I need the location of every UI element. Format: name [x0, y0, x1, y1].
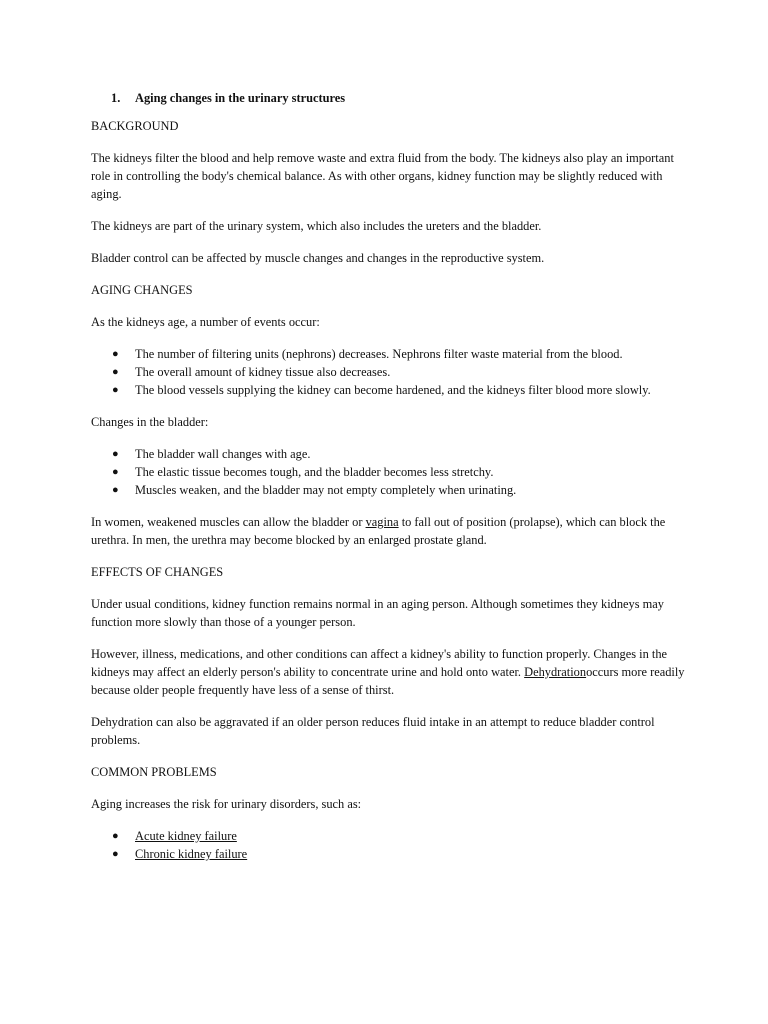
- effects-paragraph-3: Dehydration can also be aggravated if an older person reduces fluid intake in an attempt to reduce bladder control problems.: [91, 715, 655, 747]
- list-item-text: The number of filtering units (nephrons) decreases. Nephrons filter waste material from the blood.: [135, 347, 623, 361]
- list-item-text: The bladder wall changes with age.: [135, 447, 311, 461]
- list-item-text: The blood vessels supplying the kidney can become hardened, and the kidneys filter blood more slowly.: [135, 383, 651, 397]
- bladder-changes-intro: Changes in the bladder:: [91, 415, 209, 429]
- common-problems-intro: Aging increases the risk for urinary disorders, such as:: [91, 797, 362, 811]
- background-paragraph-3: Bladder control can be affected by muscle changes and changes in the reproductive system.: [91, 251, 545, 265]
- list-item: [91, 481, 691, 499]
- background-paragraph-2: The kidneys are part of the urinary system, which also includes the ureters and the bladder.: [91, 219, 542, 233]
- paragraph-text: However, illness, medications, and other conditions can affect a kidney's ability to function properly. Changes in the kidneys may affect an elderly person's ability to concentrate urine and hold onto water.: [91, 647, 668, 679]
- section-title-background: BACKGROUND: [91, 119, 179, 133]
- acute-kidney-failure-link[interactable]: Acute kidney failure: [135, 829, 237, 843]
- bullet-icon: ●: [112, 366, 119, 378]
- chronic-kidney-failure-link[interactable]: Chronic kidney failure: [135, 847, 248, 861]
- dehydration-link[interactable]: Dehydration: [524, 665, 587, 679]
- paragraph-text: In women, weakened muscles can allow the bladder or: [91, 515, 366, 529]
- list-item-text: Muscles weaken, and the bladder may not empty completely when urinating.: [135, 483, 517, 497]
- bullet-icon: ●: [112, 348, 119, 360]
- heading-number: 1.: [111, 91, 121, 105]
- aging-changes-intro: As the kidneys age, a number of events occur:: [91, 315, 320, 329]
- bullet-icon: ●: [112, 448, 119, 460]
- section-title-aging-changes: AGING CHANGES: [91, 283, 193, 297]
- vagina-link[interactable]: vagina: [365, 515, 399, 529]
- women-men-paragraph: [91, 513, 691, 549]
- background-paragraph-1: The kidneys filter the blood and help remove waste and extra fluid from the body. The kidneys also play an important role in controlling the body's chemical balance. As with other organs, kidney function may be slightly reduced with aging.: [91, 151, 674, 201]
- list-item: [91, 381, 691, 399]
- effects-paragraph-1: Under usual conditions, kidney function remains normal in an aging person. Although sometimes they kidneys may function more slowly than those of a younger person.: [91, 597, 664, 629]
- section-title-effects: EFFECTS OF CHANGES: [91, 565, 224, 579]
- list-item: [91, 845, 691, 863]
- list-item: [91, 345, 691, 363]
- list-item-text: The overall amount of kidney tissue also decreases.: [135, 365, 391, 379]
- bladder-changes-list: [91, 445, 691, 499]
- urinary-disorders-list: [91, 827, 691, 863]
- document-heading: [111, 89, 691, 107]
- paragraph-text: occurs more readily because older people frequently have less of a sense of thirst.: [91, 665, 685, 697]
- bullet-icon: ●: [112, 466, 119, 478]
- bullet-icon: ●: [112, 484, 119, 496]
- list-item: [91, 463, 691, 481]
- list-item: [91, 445, 691, 463]
- list-item: [91, 827, 691, 845]
- list-item: [91, 363, 691, 381]
- paragraph-text: to fall out of position (prolapse), which can block the urethra. In men, the urethra may become blocked by an enlarged prostate gland.: [91, 515, 666, 547]
- kidney-changes-list: [91, 345, 691, 399]
- bullet-icon: ●: [112, 848, 119, 860]
- section-title-common-problems: COMMON PROBLEMS: [91, 765, 217, 779]
- list-item-text: The elastic tissue becomes tough, and the bladder becomes less stretchy.: [135, 465, 494, 479]
- bullet-icon: ●: [112, 830, 119, 842]
- document-page: [91, 89, 691, 877]
- bullet-icon: ●: [112, 384, 119, 396]
- effects-paragraph-2: [91, 645, 691, 699]
- heading-text: Aging changes in the urinary structures: [135, 91, 346, 105]
